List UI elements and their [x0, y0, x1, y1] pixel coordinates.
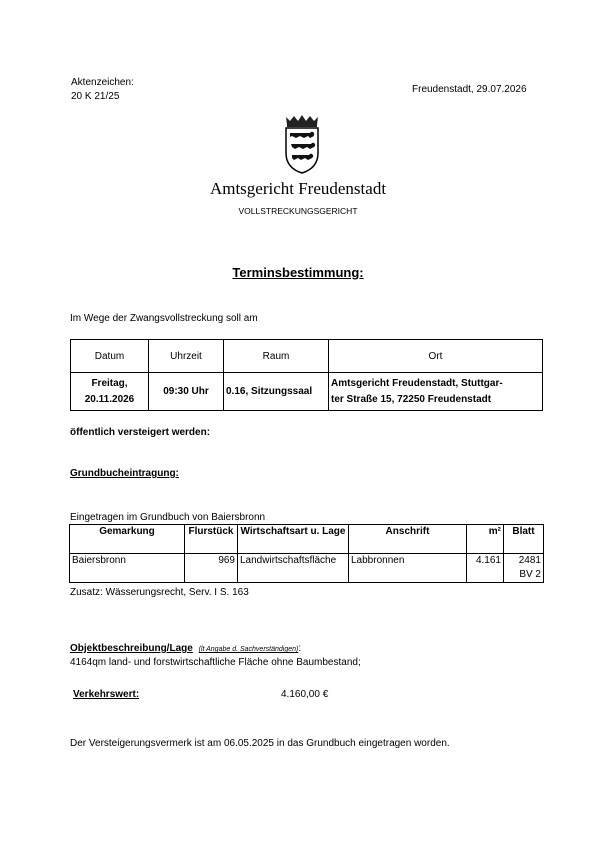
appointment-row — [71, 373, 543, 411]
date-value: 20.11.2026 — [84, 393, 135, 405]
appointment-room: 0.16, Sitzungssaal — [224, 373, 329, 411]
market-value-label: Verkehrswert: — [73, 689, 140, 700]
object-description: 4164qm land- und forstwirtschaftliche Fläche ohne Baumbestand; — [70, 657, 361, 668]
col-anschrift: Anschrift — [349, 525, 467, 554]
object-heading-label: Objektbeschreibung/Lage — [70, 643, 193, 654]
place-line-2: ter Straße 15, 72250 Freudenstadt — [331, 393, 492, 405]
file-number: 20 K 21/25 — [71, 91, 120, 102]
object-heading-note: (lt Angabe d. Sachverständigen) — [198, 646, 299, 653]
market-value-amount: 4.160,00 € — [281, 689, 329, 700]
file-label: Aktenzeichen: — [71, 77, 134, 88]
appointment-header-row — [71, 340, 543, 373]
auction-text: öffentlich versteigert werden: — [70, 427, 211, 438]
col-place: Ort — [329, 340, 543, 373]
court-department: VOLLSTRECKUNGSGERICHT — [238, 206, 358, 216]
land-register-row — [70, 554, 544, 583]
registration-note: Der Versteigerungsvermerk ist am 06.05.2025 in das Grundbuch eingetragen worden. — [70, 738, 450, 749]
object-heading — [70, 643, 301, 654]
col-room: Raum — [224, 340, 329, 373]
cell-anschrift: Labbronnen — [349, 554, 467, 583]
court-name: Amtsgericht Freudenstadt — [209, 179, 387, 198]
appointment-time: 09:30 Uhr — [149, 373, 224, 411]
place-date: Freudenstadt, 29.07.2026 — [412, 84, 527, 95]
land-register-intro: Eingetragen im Grundbuch von Baiersbronn — [70, 512, 266, 523]
intro-text: Im Wege der Zwangsvollstreckung soll am — [70, 313, 258, 324]
cell-blatt — [504, 554, 544, 583]
land-register-table — [69, 524, 544, 583]
col-time: Uhrzeit — [149, 340, 224, 373]
cell-wirtschaftsart: Landwirtschaftsfläche — [238, 554, 349, 583]
cell-gemarkung: Baiersbronn — [70, 554, 185, 583]
appointment-date — [71, 373, 149, 411]
coat-of-arms-icon — [279, 113, 325, 175]
land-register-addition: Zusatz: Wässerungsrecht, Serv. I S. 163 — [70, 587, 249, 598]
appointment-place — [329, 373, 543, 411]
blatt-bv: BV 2 — [519, 569, 541, 580]
land-register-heading: Grundbucheintragung: — [70, 468, 179, 479]
cell-flurstueck: 969 — [185, 554, 238, 583]
col-area: m² — [467, 525, 504, 554]
col-gemarkung: Gemarkung — [70, 525, 185, 554]
land-register-header-row — [70, 525, 544, 554]
appointment-table — [70, 339, 543, 411]
document-title: Terminsbestimmung: — [232, 265, 364, 280]
date-weekday: Freitag, — [91, 377, 128, 389]
object-heading-colon: : — [298, 643, 302, 654]
col-wirtschaftsart: Wirtschaftsart u. Lage — [238, 525, 349, 554]
blatt-number: 2481 — [518, 555, 541, 566]
col-flurstueck: Flurstück — [185, 525, 238, 554]
col-date: Datum — [71, 340, 149, 373]
file-reference — [71, 76, 134, 104]
col-blatt: Blatt — [504, 525, 544, 554]
place-line-1: Amtsgericht Freudenstadt, Stuttgar- — [331, 377, 503, 389]
cell-area: 4.161 — [467, 554, 504, 583]
